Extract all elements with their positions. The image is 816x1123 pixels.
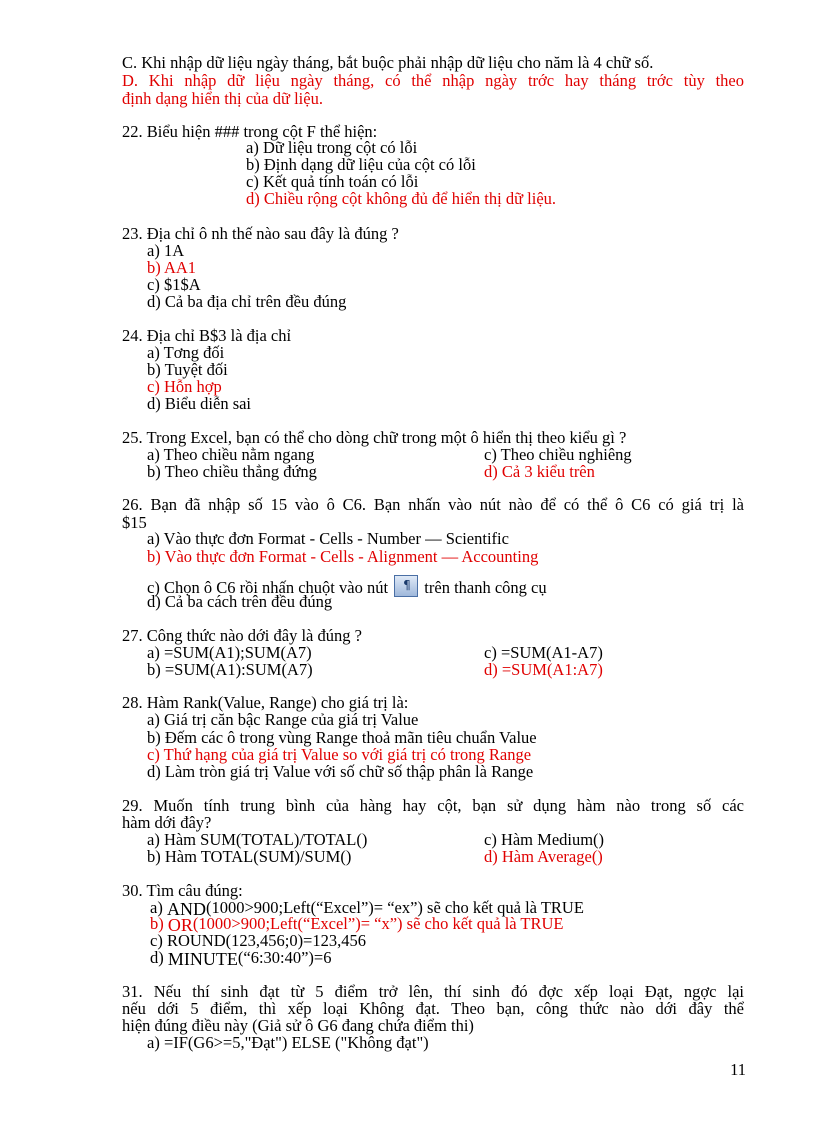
q31-question-line2: nếu dới 5 điểm, thì xếp loại Không đạt. Theo bạn, công thức nào dới đây thể [122,999,744,1018]
q29-option-c: c) Hàm Medium() [484,830,605,849]
q26-option-d: d) Cả ba cách trên đều đúng [147,592,333,611]
q27-option-b: b) =SUM(A1):SUM(A7) [147,660,313,679]
q29-option-a: a) Hàm SUM(TOTAL)/TOTAL() [147,830,368,849]
q30-option-b-function: OR [167,915,193,935]
q21-option-d-line2: định dạng hiển thị của dữ liệu. [122,89,323,108]
q30-option-a-function: AND [166,899,206,919]
q26-option-b: b) Vào thực đơn Format - Cells - Alignment — Accounting [147,547,539,566]
page-number: 11 [730,1060,746,1079]
q30-option-c: c) ROUND(123,456;0)=123,456 [150,931,366,950]
q31-option-a: a) =IF(G6>=5,"Đạt") ELSE ("Không đạt") [147,1033,429,1052]
q27-option-a: a) =SUM(A1);SUM(A7) [147,643,312,662]
q30-option-d-text: (“6:30:40”)=6 [237,948,332,967]
q30-option-b: b) OR(1000>900;Left(“Excel”)= “x”) sẽ cho kết quả là TRUE [150,914,564,935]
q27-option-c: c) =SUM(A1-A7) [484,643,603,662]
q24-option-a: a) Tơng đối [147,343,225,362]
q28-question: 28. Hàm Rank(Value, Range) cho giá trị là: [122,693,409,712]
q22-option-d: d) Chiều rộng cột không đủ để hiển thị dữ liệu. [246,189,557,208]
q26-option-c-prefix: c) Chọn ô C6 rồi nhấn chuột vào nút [147,578,389,597]
q23-option-b: b) AA1 [147,258,197,277]
q30-option-d: d) MINUTE(“6:30:40”)=6 [150,948,332,969]
q23-question: 23. Địa chỉ ô nh thế nào sau đây là đúng ? [122,224,399,243]
q22-question: 22. Biểu hiện ### trong cột F thể hiện: [122,122,378,141]
q27-question: 27. Công thức nào dới đây là đúng ? [122,626,362,645]
q30-option-d-function: MINUTE [167,949,238,969]
q28-option-a: a) Giá trị căn bậc Range của giá trị Value [147,710,419,729]
q28-option-d: d) Làm tròn giá trị Value với số chữ số thập phân là Range [147,762,534,781]
q29-option-d: d) Hàm Average() [484,847,603,866]
q30-option-a-text: (1000>900;Left(“Excel”)= “ex”) sẽ cho kết quả là TRUE [205,898,584,917]
q23-option-c: c) $1$A [147,275,201,294]
q25-option-c: c) Theo chiều nghiêng [484,445,632,464]
paragraph-toolbar-icon: ¶ [394,575,418,597]
q27-option-d: d) =SUM(A1:A7) [484,660,603,679]
q26-option-c-suffix: trên thanh công cụ [424,578,547,597]
q25-option-d: d) Cả 3 kiểu trên [484,462,595,481]
q29-question-line1: 29. Muốn tính trung bình của hàng hay cột, bạn sử dụng hàm nào trong số các [122,796,744,815]
q26-question-line1: 26. Bạn đã nhập số 15 vào ô C6. Bạn nhấn vào nút nào để có thể ô C6 có giá trị là [122,495,744,514]
q23-option-d: d) Cả ba địa chỉ trên đều đúng [147,292,347,311]
q24-option-c: c) Hỗn hợp [147,377,222,396]
q25-question: 25. Trong Excel, bạn có thể cho dòng chữ trong một ô hiển thị theo kiểu gì ? [122,428,627,447]
q31-question-line1: 31. Nếu thí sinh đạt từ 5 điểm trở lên, thí sinh đó đợc xếp loại Đạt, ngợc lại [122,982,744,1001]
q29-option-b: b) Hàm TOTAL(SUM)/SUM() [147,847,352,866]
q22-option-b: b) Định dạng dữ liệu của cột có lỗi [246,155,476,174]
q22-option-c: c) Kết quả tính toán có lỗi [246,172,419,191]
q28-option-b: b) Đếm các ô trong vùng Range thoả mãn tiêu chuẩn Value [147,728,537,747]
q30-option-b-text: (1000>900;Left(“Excel”)= “x”) sẽ cho kết quả là TRUE [192,914,564,933]
q21-option-c: C. Khi nhập dữ liệu ngày tháng, bắt buộc phải nhập dữ liệu cho năm là 4 chữ số. [122,53,654,72]
q26-option-a: a) Vào thực đơn Format - Cells - Number — Scientific [147,529,509,548]
q23-option-a: a) 1A [147,241,185,260]
q26-question-line2: $15 [122,513,147,532]
q30-option-a: a) AND(1000>900;Left(“Excel”)= “ex”) sẽ cho kết quả là TRUE [150,898,584,919]
q25-option-a: a) Theo chiều nằm ngang [147,445,315,464]
q30-question: 30. Tìm câu đúng: [122,881,243,900]
q22-option-a: a) Dữ liệu trong cột có lỗi [246,138,418,157]
q31-question-line3: hiện đúng điều này (Giả sử ô G6 đang chứa điểm thi) [122,1016,474,1035]
q29-question-line2: hàm dới đây? [122,813,212,832]
q25-option-b: b) Theo chiều thẳng đứng [147,462,317,481]
q24-question: 24. Địa chỉ B$3 là địa chỉ [122,326,292,345]
q28-option-c: c) Thứ hạng của giá trị Value so với giá trị có trong Range [147,745,532,764]
q24-option-d: d) Biểu diễn sai [147,394,252,413]
q21-option-d-line1: D. Khi nhập dữ liệu ngày tháng, có thể nhập ngày trớc hay tháng trớc tùy theo [122,71,744,90]
q24-option-b: b) Tuyệt đối [147,360,228,379]
